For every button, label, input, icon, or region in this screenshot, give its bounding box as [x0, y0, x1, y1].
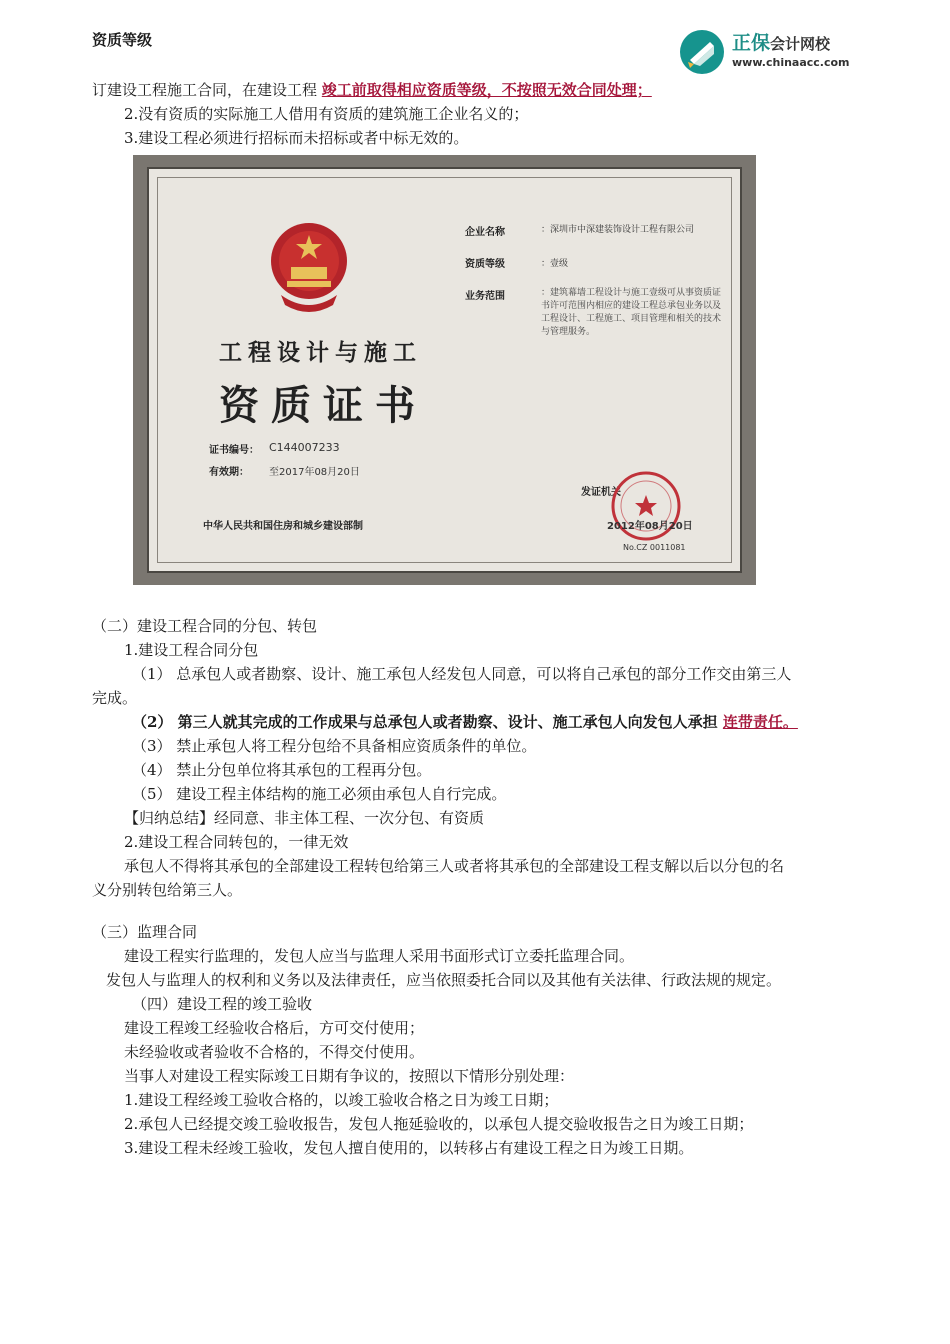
section2-item4: （4） 禁止分包单位将其承包的工程再分包。 — [132, 761, 432, 779]
scope-value: ：建筑幕墙工程设计与施工壹级可从事资质证书许可范围内相应的建设工程总承包业务以及工程设计、工程施工、项目管理和相关的技术与管理服务。 — [541, 288, 722, 337]
section4-p3: 当事人对建设工程实际竣工日期有争议的，按照以下情形分别处理： — [124, 1067, 575, 1085]
section2-item2: （2） 第三人就其完成的工作成果与总承包人或者勘察、设计、施工承包人向发包人承担 连带责任。 — [132, 713, 798, 731]
logo-url: www.chinaacc.com — [732, 56, 850, 69]
chinaacc-logo[interactable] — [680, 26, 880, 76]
cert-title-2: 资质证书 — [219, 383, 427, 429]
cert-no-value: C144007233 — [269, 441, 340, 454]
valid-label: 有效期： — [209, 467, 249, 478]
highlight-text: 竣工前取得相应资质等级，不按照无效合同处理； — [321, 81, 652, 99]
company-label: 企业名称 — [465, 227, 505, 238]
section2-item5: （5） 建设工程主体结构的施工必须由承包人自行完成。 — [132, 785, 507, 803]
section4-heading: （四）建设工程的竣工验收 — [132, 995, 313, 1013]
level-label: 资质等级 — [465, 259, 505, 270]
cert-no-label: 证书编号： — [209, 445, 259, 456]
line-contract: 订建设工程施工合同，在建设工程 竣工前取得相应资质等级，不按照无效合同处理； — [92, 81, 652, 99]
section4-i3: 3.建设工程未经竣工验收，发包人擅自使用的，以转移占有建设工程之日为竣工日期。 — [124, 1139, 694, 1157]
issue-date: 2012年08月20日 — [607, 521, 693, 532]
highlight-text: 连带责任。 — [722, 713, 798, 731]
section3-heading: （三）监理合同 — [92, 923, 198, 941]
section2-sub1: 1.建设工程合同分包 — [124, 641, 259, 659]
ministry-text: 中华人民共和国住房和城乡建设部制 — [203, 521, 363, 532]
section2-item1b: 完成。 — [92, 689, 138, 707]
national-emblem-icon — [267, 219, 351, 315]
section4-p2: 未经验收或者验收不合格的，不得交付使用。 — [124, 1043, 425, 1061]
valid-value: 至2017年08月20日 — [269, 467, 360, 478]
company-value: ：深圳市中深建装饰设计工程有限公司 — [541, 225, 695, 235]
section2-sub2: 2.建设工程合同转包的，一律无效 — [124, 833, 349, 851]
scope-label: 业务范围 — [465, 291, 505, 302]
serial-number: No.CZ 0011081 — [623, 543, 686, 552]
cert-title-1: 工程设计与施工 — [219, 340, 422, 366]
section2-heading: （二）建设工程合同的分包、转包 — [92, 617, 318, 635]
section2-item1a: （1） 总承包人或者勘察、设计、施工承包人经发包人同意，可以将自己承包的部分工作交由第三人 — [132, 665, 792, 683]
logo-emblem-icon — [680, 30, 724, 74]
logo-title: 正保会计网校 — [732, 32, 831, 54]
section4-i2: 2.承包人已经提交竣工验收报告，发包人拖延验收的，以承包人提交验收报告之日为竣工日期； — [124, 1115, 754, 1133]
cut-off-line: 资质等级 — [92, 31, 153, 49]
section2-item3: （3） 禁止承包人将工程分包给不具备相应资质条件的单位。 — [132, 737, 537, 755]
line-item-2: 2.没有资质的实际施工人借用有资质的建筑施工企业名义的； — [124, 105, 529, 123]
section4-p1: 建设工程竣工经验收合格后，方可交付使用； — [124, 1019, 425, 1037]
section2-para-a: 承包人不得将其承包的全部建设工程转包给第三人或者将其承包的全部建设工程支解以后以分包的名 — [124, 857, 785, 875]
section3-p1: 建设工程实行监理的，发包人应当与监理人采用书面形式订立委托监理合同。 — [124, 947, 635, 965]
section3-p2: 发包人与监理人的权利和义务以及法律责任，应当依照委托合同以及其他有关法律、行政法规的规定。 — [106, 971, 782, 989]
qualification-certificate-image — [133, 155, 756, 585]
section4-i1: 1.建设工程经竣工验收合格的，以竣工验收合格之日为竣工日期； — [124, 1091, 559, 1109]
issuer-label: 发证机关 — [581, 487, 621, 498]
section2-para-b: 义分别转包给第三人。 — [92, 881, 243, 899]
line-item-3: 3.建设工程必须进行招标而未招标或者中标无效的。 — [124, 129, 469, 147]
level-value: ：壹级 — [541, 259, 569, 269]
section2-summary: 【归纳总结】经同意、非主体工程、一次分包、有资质 — [124, 809, 485, 827]
